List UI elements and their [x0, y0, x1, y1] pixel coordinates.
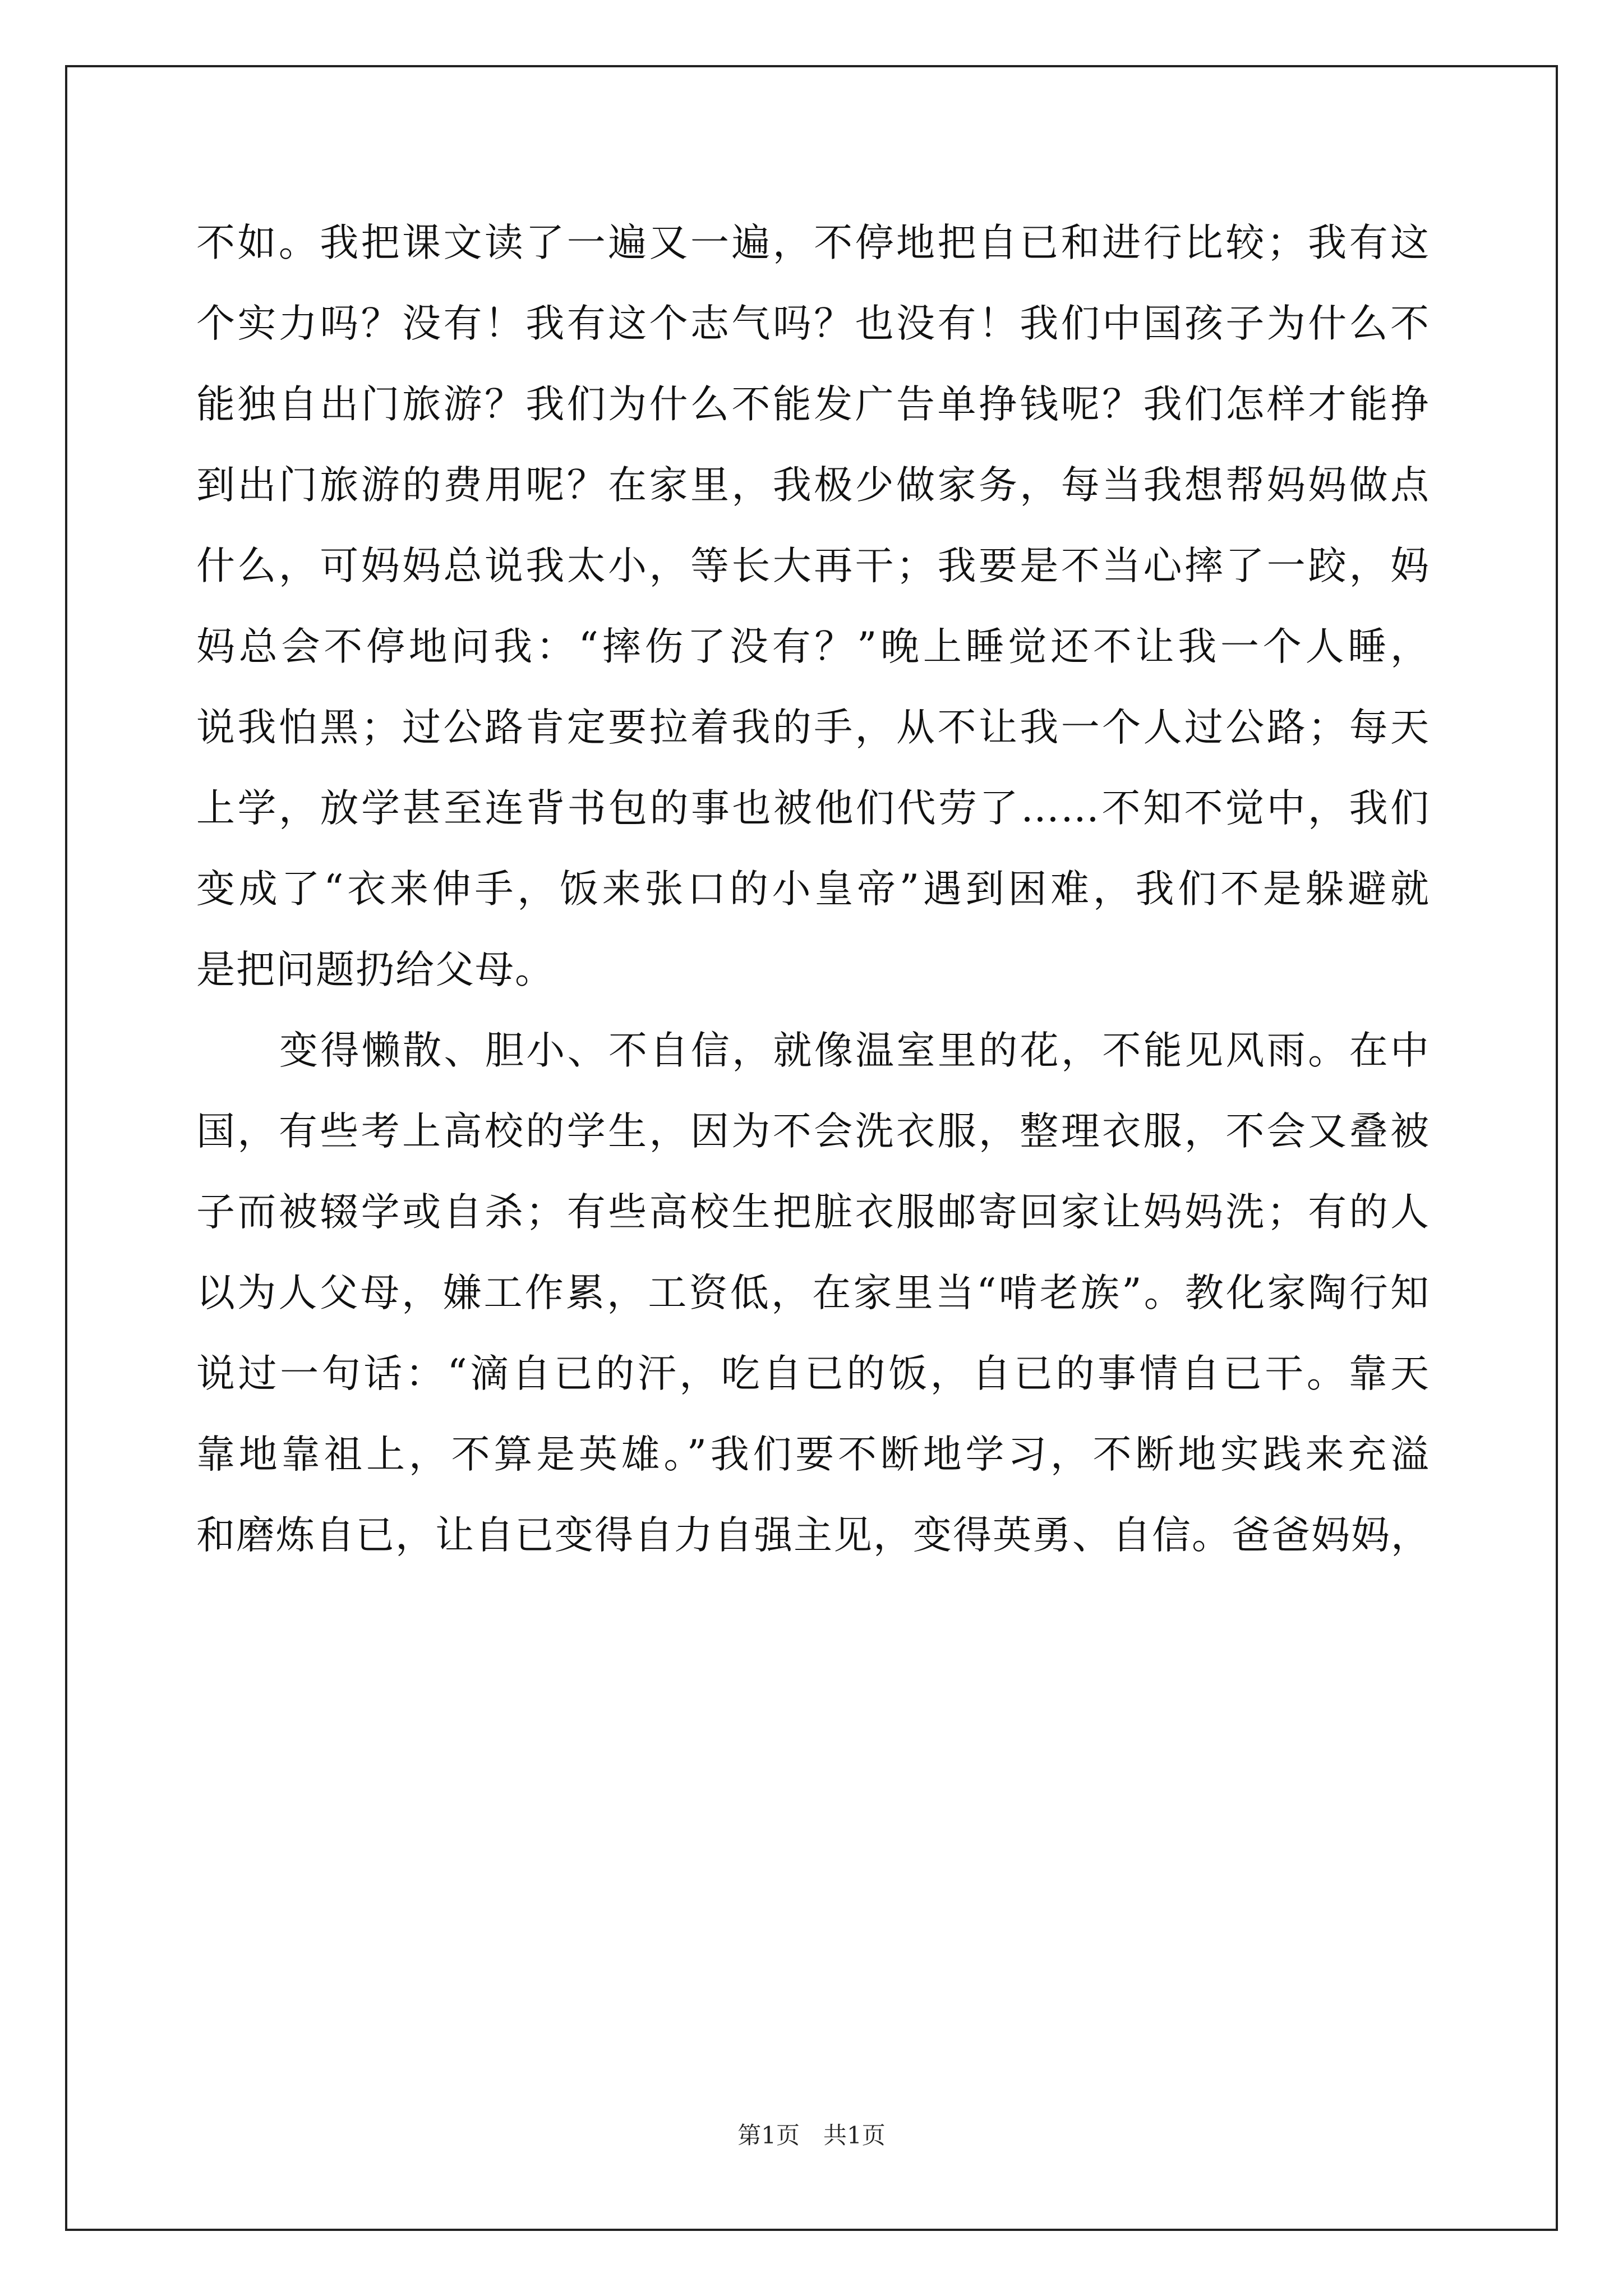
text-line: 和磨炼自已，让自已变得自力自强主见，变得英勇、自信。爸爸妈妈， [196, 1513, 1431, 1558]
text-line: 不如。我把课文读了一遍又一遍，不停地把自已和进行比较；我有这 [196, 220, 1430, 265]
text-line: 说过一句话：“滴自已的汗，吃自已的饭，自已的事情自已干。靠天 [196, 1351, 1430, 1396]
text-line: 能独自出门旅游？我们为什么不能发广告单挣钱呢？我们怎样才能挣 [196, 382, 1430, 427]
text-line: 国，有些考上高校的学生，因为不会洗衣服，整理衣服，不会又叠被 [196, 1109, 1430, 1154]
text-line: 靠地靠祖上，不算是英雄。”我们要不断地学习，不断地实践来充溢 [196, 1432, 1430, 1477]
text-line: 是把问题扔给父母。 [196, 947, 555, 992]
text-line: 变成了“衣来伸手，饭来张口的小皇帝”遇到困难，我们不是躲避就 [196, 867, 1430, 912]
text-line: 上学，放学甚至连背书包的事也被他们代劳了……不知不觉中，我们 [196, 786, 1430, 831]
text-line: 子而被辍学或自杀；有些高校生把脏衣服邮寄回家让妈妈洗；有的人 [196, 1190, 1430, 1235]
page-footer: 第1页 共1页 [737, 2122, 886, 2149]
text-line: 个实力吗？没有！我有这个志气吗？也没有！我们中国孩子为什么不 [196, 301, 1430, 346]
text-line: 妈总会不停地问我：“摔伤了没有？”晚上睡觉还不让我一个人睡， [196, 624, 1430, 669]
text-line: 以为人父母，嫌工作累，工资低，在家里当“啃老族”。教化家陶行知 [196, 1271, 1430, 1315]
text-line: 到出门旅游的费用呢？在家里，我极少做家务，每当我想帮妈妈做点 [196, 463, 1430, 508]
text-line: 说我怕黑；过公路肯定要拉着我的手，从不让我一个人过公路；每天 [196, 705, 1430, 750]
paragraph-first-line: 变得懒散、胆小、不自信，就像温室里的花，不能见风雨。在中 [279, 1028, 1430, 1073]
text-line: 什么，可妈妈总说我太小，等长大再干；我要是不当心摔了一跤，妈 [196, 544, 1430, 588]
